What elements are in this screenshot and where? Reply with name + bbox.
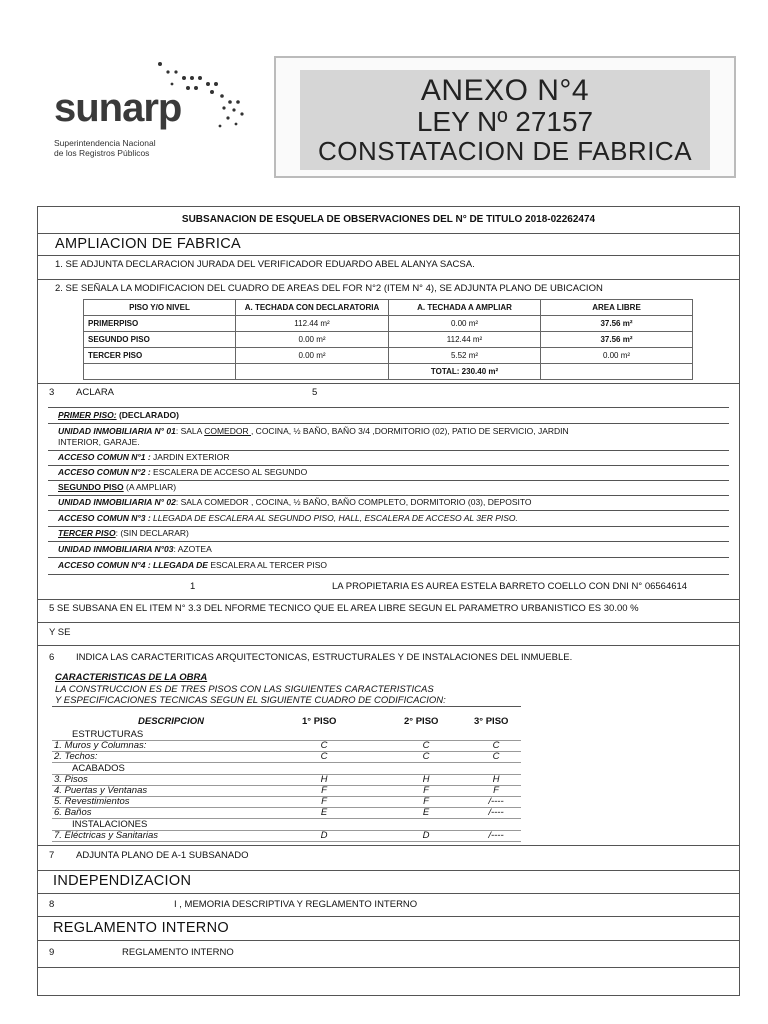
desc-row-divider: [52, 807, 521, 808]
desc-cell-piso-1: F: [321, 796, 327, 808]
desc-cell-piso-3: C: [492, 740, 500, 752]
ac3-text: LLEGADA DE ESCALERA AL SEGUNDO PISO, HALL, ESCALERA DE ACCESO AL 3ER PISO.: [153, 513, 518, 523]
ac4-text: ESCALERA AL TERCER PISO: [207, 560, 327, 570]
form-main-title: SUBSANACION DE ESQUELA DE OBSERVACIONES DEL N° DE TITULO 2018-02262474: [181, 214, 596, 225]
desc-row-divider: [52, 774, 521, 775]
acceso-comun-4: [58, 560, 327, 570]
item-1: 1. SE ADJUNTA DECLARACION JURADA DEL VERIFICADOR EDUARDO ABEL ALANYA SACSA.: [55, 259, 475, 270]
ac3-label: ACCESO COMUN N°3 :: [58, 513, 151, 523]
desc-cell-piso-2: D: [422, 829, 430, 841]
primer-piso-line: [58, 410, 179, 420]
divider: [48, 526, 729, 527]
table-cell: [236, 364, 389, 380]
desc-cell-piso-2: E: [422, 807, 430, 819]
divider: [38, 622, 739, 623]
divider: [48, 450, 729, 451]
desc-cell-piso-1: H: [320, 773, 328, 785]
unidad-inmobiliaria-3: [58, 544, 212, 554]
desc-row-divider: [52, 751, 521, 752]
caract-line-1: LA CONSTRUCCION ES DE TRES PISOS CON LAS SIGUIENTES CARACTERISTICAS: [55, 684, 434, 695]
divider: [38, 599, 739, 600]
section-reglamento: REGLAMENTO INTERNO: [53, 920, 229, 936]
desc-header-piso-1: 1° PISO: [302, 716, 337, 727]
divider: [38, 916, 739, 917]
ui3-text: : AZOTEA: [173, 544, 212, 554]
table-cell: PRIMERPISO: [84, 316, 236, 332]
item-7-number: 7: [49, 850, 55, 861]
acceso-comun-3: [58, 513, 518, 523]
header-techada-declaratoria: A. TECHADA CON DECLARATORIA: [236, 300, 389, 316]
title-panel: [300, 70, 710, 170]
section-independizacion: INDEPENDIZACION: [53, 873, 192, 889]
caract-title: CARACTERISTICAS DE LA OBRA: [55, 672, 208, 683]
logo-wordmark: sunarp: [54, 86, 182, 130]
divider: [38, 645, 739, 646]
desc-cell-piso-3: F: [493, 785, 499, 796]
ui1-continuation: INTERIOR, GARAJE.: [58, 437, 140, 447]
segundo-piso-status: (A AMPLIAR): [126, 482, 177, 492]
divider: [48, 407, 729, 408]
divider: [48, 465, 729, 466]
divider: [52, 706, 521, 707]
logo-subtitle-line-2: de los Registros Públicos: [54, 148, 150, 158]
section-ampliacion: AMPLIACION DE FABRICA: [55, 236, 241, 252]
item-3-number-b: 5: [312, 387, 318, 398]
primer-piso-status: (DECLARADO): [118, 410, 179, 420]
item-3-text: ACLARA: [76, 387, 115, 398]
segundo-piso-line: [58, 482, 176, 492]
divider: [38, 967, 739, 968]
item-8-number: 8: [49, 899, 55, 910]
desc-row-label: 2. Techos:: [54, 751, 98, 763]
desc-cell-piso-3: H: [492, 773, 500, 785]
title-constatacion: CONSTATACION DE FABRICA: [317, 136, 693, 166]
ui3-label: UNIDAD INMOBILIARIA N°03: [58, 544, 174, 554]
desc-row-divider: [52, 841, 521, 842]
table-cell: 0.00 m²: [389, 316, 541, 332]
table-row: [84, 316, 693, 332]
unidad-inmobiliaria-1: [58, 426, 569, 436]
desc-row-label: 1. Muros y Columnas:: [54, 740, 147, 752]
desc-row-label: 6. Baños: [54, 807, 92, 819]
header-area-libre: AREA LIBRE: [541, 300, 693, 316]
title-box: [274, 56, 736, 178]
divider: [38, 870, 739, 871]
item-7-text: ADJUNTA PLANO DE A-1 SUBSANADO: [76, 850, 249, 861]
areas-table-header: [84, 300, 693, 316]
sunarp-logo: [52, 58, 260, 168]
ac1-label: ACCESO COMUN N°1 :: [58, 452, 151, 462]
ui1-text: : SALA: [175, 426, 205, 436]
header-piso: PISO Y/O NIVEL: [84, 300, 236, 316]
desc-cell-piso-2: C: [422, 751, 430, 763]
desc-cell-piso-3: C: [492, 751, 500, 763]
areas-table: [83, 299, 693, 380]
table-cell: TERCER PISO: [84, 348, 236, 364]
divider: [48, 495, 729, 496]
item-5: 5 SE SUBSANA EN EL ITEM N° 3.3 DEL NFORME TECNICO QUE EL AREA LIBRE SEGUN EL PARAMETRO URBANISTICO ES 30.00 %: [49, 603, 639, 614]
desc-cell-piso-2: F: [423, 796, 429, 808]
y-se-text: Y SE: [49, 627, 71, 638]
areas-total: TOTAL: 230.40 m²: [389, 364, 541, 380]
item-9-number: 9: [49, 947, 55, 958]
ui2-label: UNIDAD INMOBILIARIA N° 02: [58, 497, 176, 507]
desc-cell-piso-3: /----: [488, 796, 504, 808]
desc-cell-piso-2: C: [422, 740, 430, 752]
line-1-text: LA PROPIETARIA ES AUREA ESTELA BARRETO COELLO CON DNI N° 06564614: [332, 581, 688, 592]
divider: [38, 233, 739, 234]
table-cell: [84, 364, 236, 380]
divider: [38, 255, 739, 256]
desc-cell-piso-1: E: [320, 807, 328, 819]
unidad-inmobiliaria-2: [58, 497, 532, 507]
tercer-piso-label: TERCER PISO: [58, 528, 116, 538]
desc-row-label: 7. Eléctricas y Sanitarias: [54, 829, 159, 841]
item-3-number: 3: [49, 387, 55, 398]
desc-row-label: 5. Revestimientos: [54, 796, 130, 808]
desc-cell-piso-1: D: [320, 829, 328, 841]
divider: [48, 423, 729, 424]
caract-line-2: Y ESPECIFICACIONES TECNICAS SEGUN EL SIGUIENTE CUADRO DE CODIFICACION:: [55, 695, 446, 706]
desc-cell-piso-1: F: [321, 785, 327, 796]
divider: [38, 893, 739, 894]
table-cell: SEGUNDO PISO: [84, 332, 236, 348]
desc-row-label: 4. Puertas y Ventanas: [54, 785, 148, 796]
ui1-comedor: COMEDOR: [204, 426, 251, 436]
acceso-comun-1: [58, 452, 230, 462]
desc-cell-piso-1: C: [320, 740, 328, 752]
desc-cell-piso-2: F: [423, 785, 429, 796]
table-cell: [541, 364, 693, 380]
item-9-text: REGLAMENTO INTERNO: [122, 947, 234, 958]
table-row-total: [84, 364, 693, 380]
ac2-text: ESCALERA DE ACCESO AL SEGUNDO: [153, 467, 308, 477]
divider: [38, 383, 739, 384]
item-8-text: I , MEMORIA DESCRIPTIVA Y REGLAMENTO INTERNO: [174, 899, 418, 910]
table-row: [84, 348, 693, 364]
ui2-text: : SALA COMEDOR , COCINA, ½ BAÑO, BAÑO COMPLETO, DORMITORIO (03), DEPOSITO: [175, 497, 532, 507]
divider: [48, 541, 729, 542]
table-row: [84, 332, 693, 348]
item-6-number: 6: [49, 652, 55, 663]
logo-subtitle-line-1: Superintendencia Nacional: [54, 138, 156, 148]
ui1-label: UNIDAD INMOBILIARIA N° 01: [58, 426, 176, 436]
table-cell: 37.56 m²: [541, 316, 693, 332]
ac4-label: ACCESO COMUN N°4 : LLEGADA DE: [58, 560, 208, 570]
divider: [48, 557, 729, 558]
segundo-piso-label: SEGUNDO PISO: [58, 482, 124, 492]
header-techada-ampliar: A. TECHADA A AMPLIAR: [389, 300, 541, 316]
desc-cell-piso-3: /----: [488, 807, 504, 819]
desc-cell-piso-2: H: [422, 773, 430, 785]
acceso-comun-2: [58, 467, 307, 477]
item-2: 2. SE SEÑALA LA MODIFICACION DEL CUADRO DE AREAS DEL FOR N°2 (ITEM N° 4), SE ADJUNTA PLANO DE UBICACION: [55, 283, 603, 294]
desc-group-label: ACABADOS: [72, 762, 125, 774]
table-cell: 112.44 m²: [389, 332, 541, 348]
table-cell: 112.44 m²: [236, 316, 389, 332]
divider: [38, 279, 739, 280]
tercer-piso-line: [58, 528, 189, 538]
desc-header-piso-3: 3° PISO: [474, 716, 509, 727]
divider: [48, 574, 729, 575]
title-ley: LEY Nº 27157: [416, 106, 594, 137]
desc-header-piso-2: 2° PISO: [404, 716, 439, 727]
primer-piso-label: PRIMER PISO:: [58, 410, 117, 420]
table-cell: 5.52 m²: [389, 348, 541, 364]
ac2-label: ACCESO COMUN N°2 :: [58, 467, 151, 477]
title-anexo: ANEXO N°4: [420, 74, 590, 107]
desc-header-descripcion: DESCRIPCION: [138, 716, 204, 727]
item-6-text: INDICA LAS CARACTERITICAS ARQUITECTONICAS, ESTRUCTURALES Y DE INSTALACIONES DEL INMUEBLE.: [76, 652, 573, 663]
tercer-piso-status: : (SIN DECLARAR): [115, 528, 189, 538]
table-cell: 37.56 m²: [541, 332, 693, 348]
desc-row-label: 3. Pisos: [54, 773, 88, 785]
table-cell: 0.00 m²: [236, 332, 389, 348]
divider: [48, 510, 729, 511]
table-cell: 0.00 m²: [236, 348, 389, 364]
ui1-text-b: , COCINA, ½ BAÑO, BAÑO 3/4 ,DORMITORIO (02), PATIO DE SERVICIO, JARDIN: [250, 426, 569, 436]
logo-subtitle: [54, 138, 156, 158]
desc-group-label: ESTRUCTURAS: [72, 729, 144, 740]
observations-form: [37, 206, 740, 996]
desc-group-label: INSTALACIONES: [72, 818, 148, 830]
desc-cell-piso-3: /----: [488, 829, 504, 841]
divider: [48, 480, 729, 481]
line-1-number: 1: [190, 581, 196, 592]
divider: [38, 845, 739, 846]
ac1-text: JARDIN EXTERIOR: [153, 452, 230, 462]
table-cell: 0.00 m²: [541, 348, 693, 364]
desc-cell-piso-1: C: [320, 751, 328, 763]
divider: [38, 940, 739, 941]
